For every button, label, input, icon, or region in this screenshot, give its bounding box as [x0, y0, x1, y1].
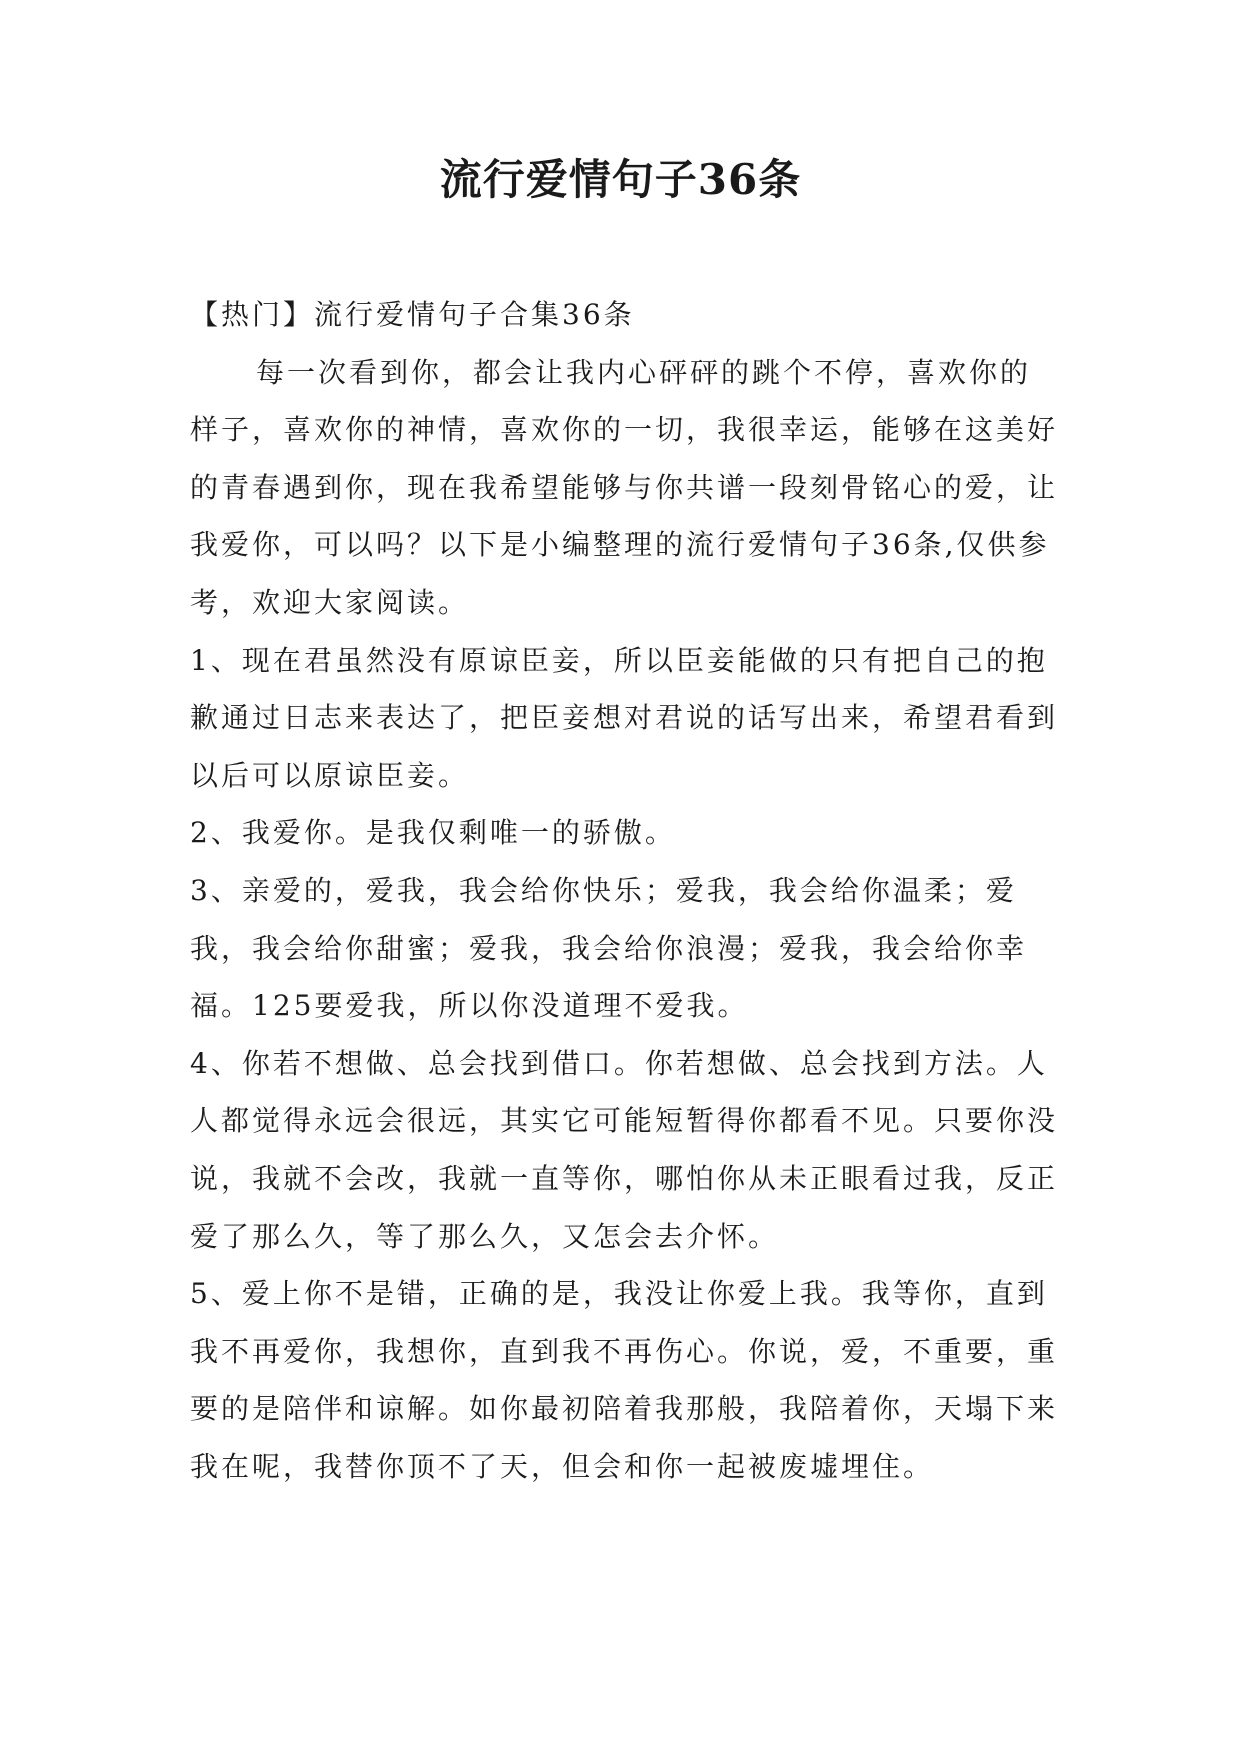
list-item: 4、你若不想做、总会找到借口。你若想做、总会找到方法。人人都觉得永远会很远，其实它可能短暂得你都看不见。只要你没说，我就不会改，我就一直等你，哪怕你从未正眼看过我，反正爱了那么久，等了那么久，又怎会去介怀。	[190, 1046, 1059, 1253]
list-item: 1、现在君虽然没有原谅臣妾，所以臣妾能做的只有把自己的抱歉通过日志来表达了，把臣妾想对君说的话写出来，希望君看到以后可以原谅臣妾。	[190, 643, 1059, 792]
list-item: 2、我爱你。是我仅剩唯一的骄傲。	[190, 816, 676, 850]
intro-paragraph: 每一次看到你，都会让我内心砰砰的跳个不停，喜欢你的样子，喜欢你的神情，喜欢你的一切，我很幸运，能够在这美好的青春遇到你，现在我希望能够与你共谱一段刻骨铭心的爱，让我爱你，可以吗？以下是小编整理的流行爱情句子36条,仅供参考，欢迎大家阅读。	[190, 355, 1059, 619]
list-item: 3、亲爱的，爱我，我会给你快乐；爱我，我会给你温柔；爱我，我会给你甜蜜；爱我，我会给你浪漫；爱我，我会给你幸福。125要爱我，所以你没道理不爱我。	[190, 873, 1028, 1023]
document-body	[190, 286, 1060, 1495]
document-title: 流行爱情句子36条	[439, 155, 802, 204]
subtitle: 【热门】流行爱情句子合集36条	[190, 298, 635, 331]
list-item: 5、爱上你不是错，正确的是，我没让你爱上我。我等你，直到我不再爱你，我想你，直到我不再伤心。你说，爱，不重要，重要的是陪伴和谅解。如你最初陪着我那般，我陪着你，天塌下来我在呢，我替你顶不了天，但会和你一起被废墟埋住。	[190, 1277, 1059, 1483]
